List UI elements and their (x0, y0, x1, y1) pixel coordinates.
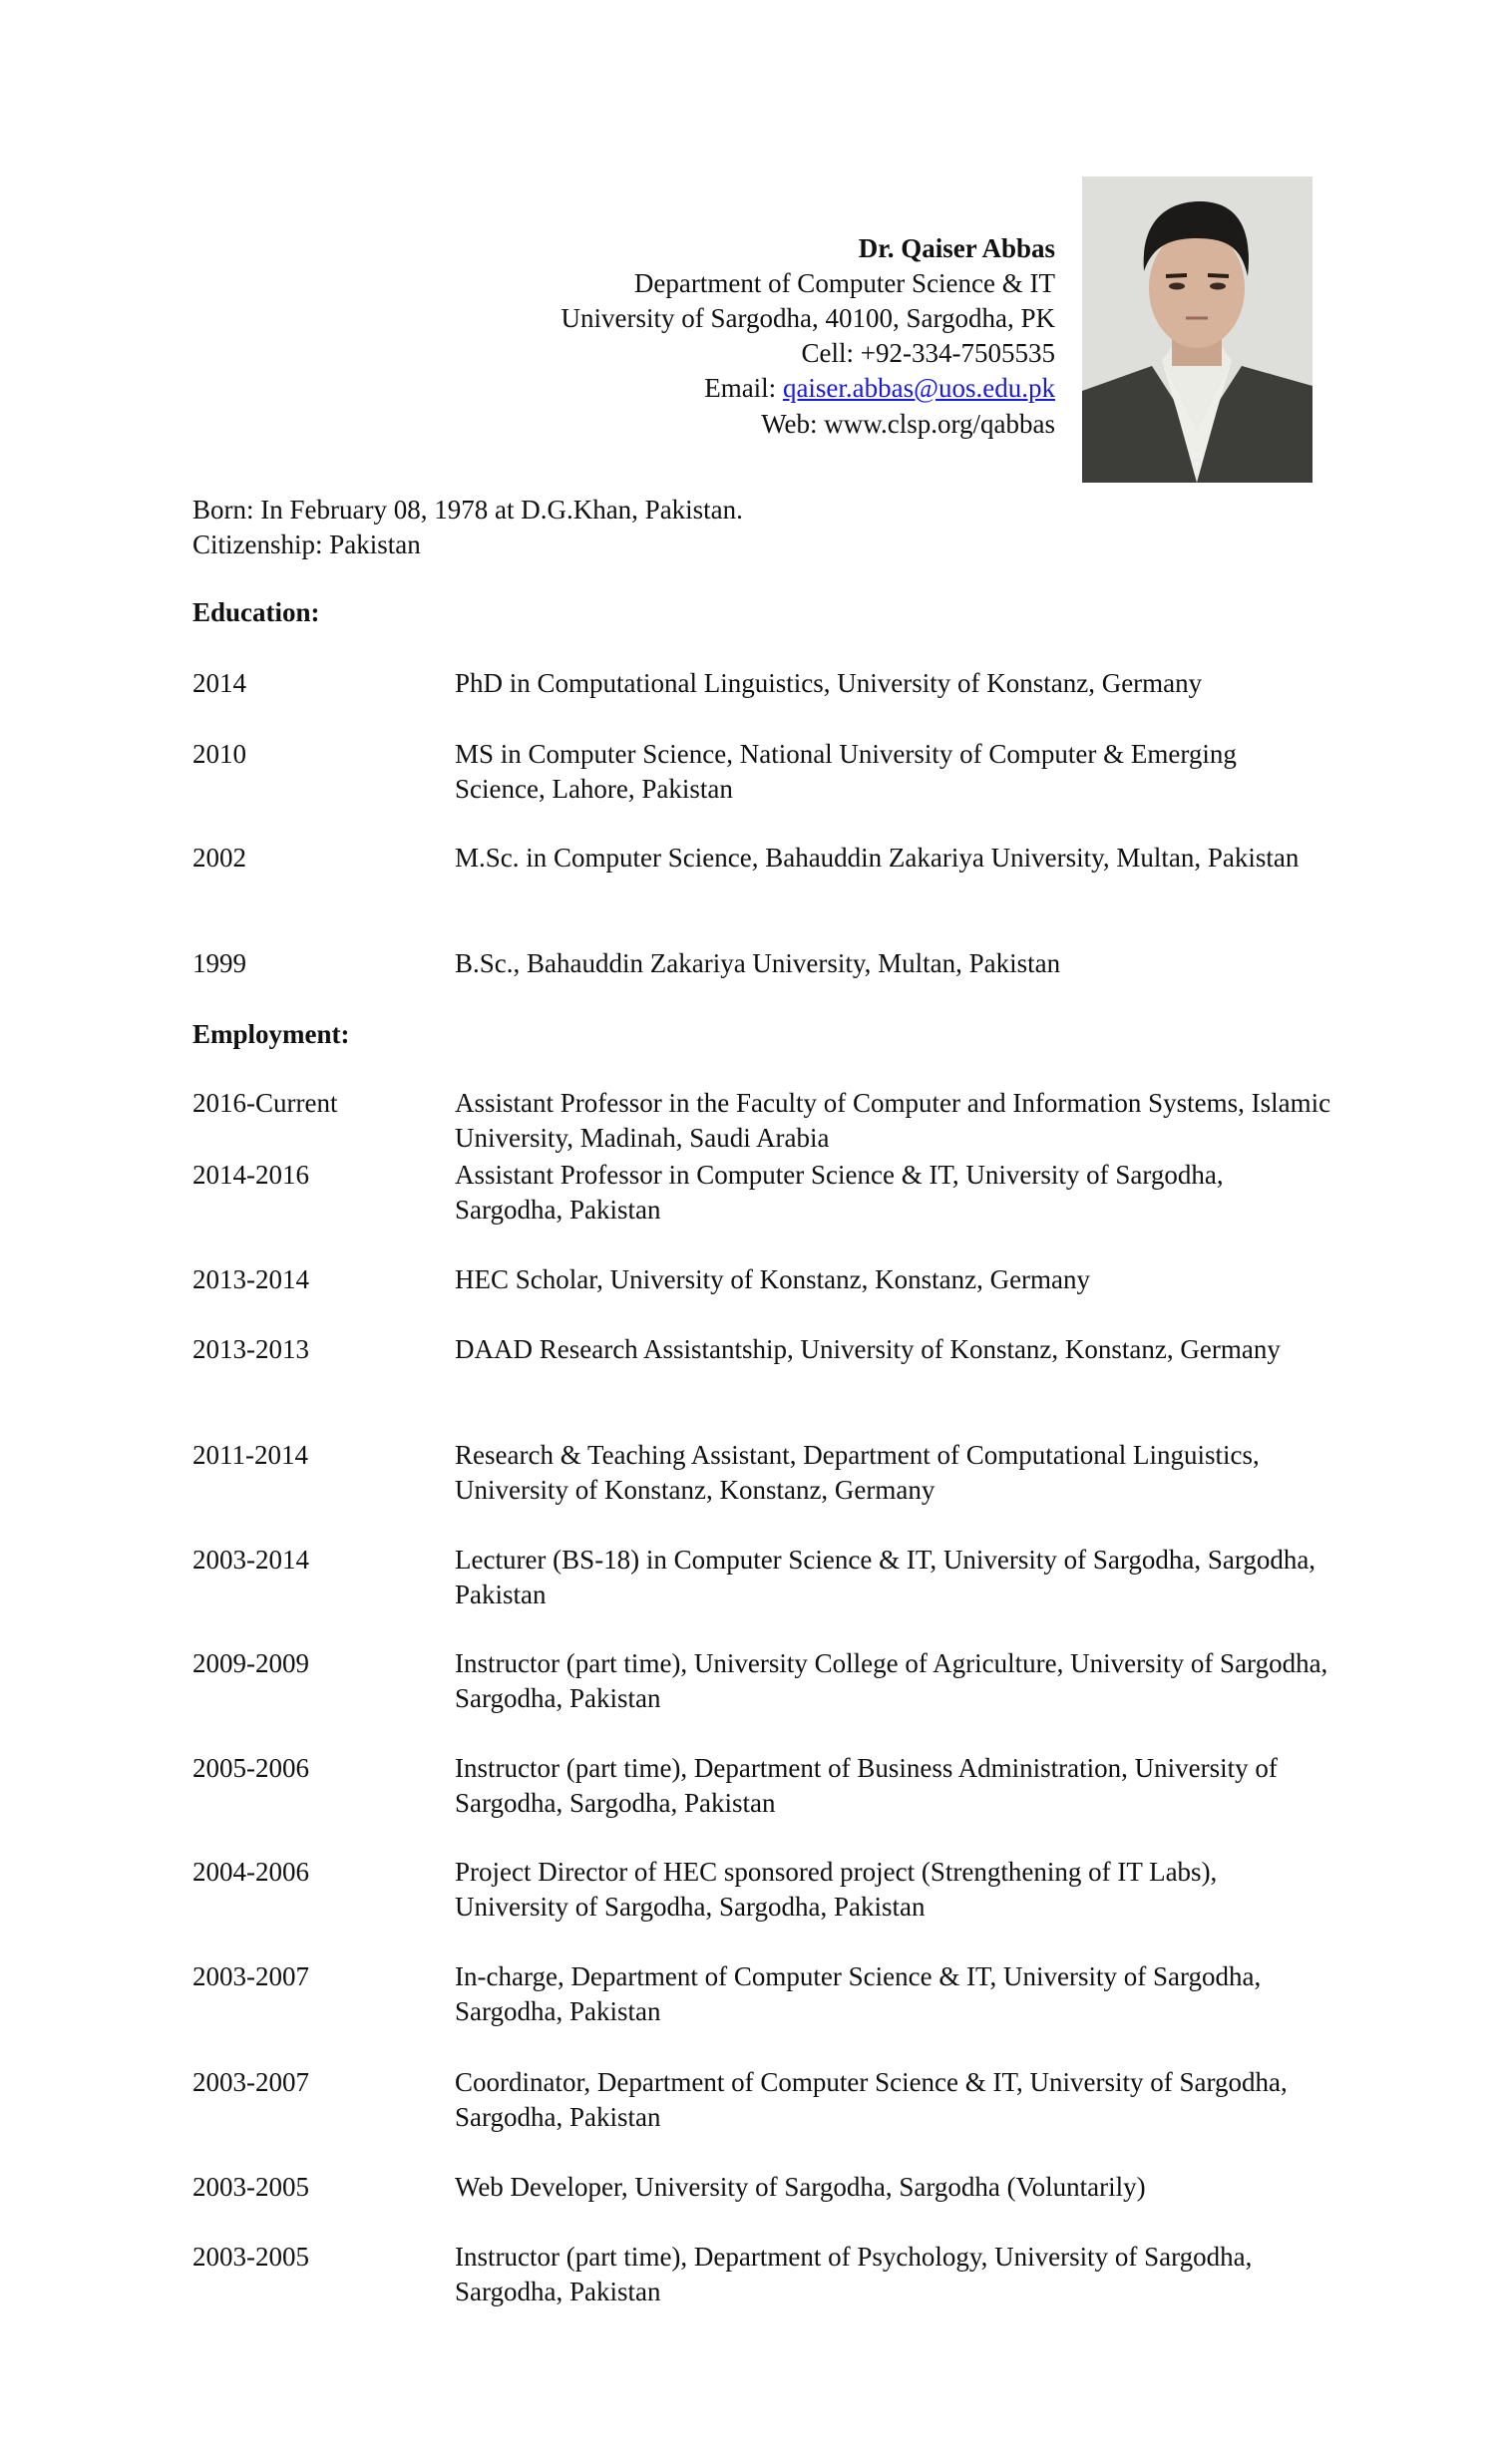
cv-name: Dr. Qaiser Abbas (858, 233, 1055, 263)
email-line (704, 371, 1055, 406)
cell-phone: Cell: +92-334-7505535 (801, 338, 1055, 368)
employment-years: 2016-Current (192, 1088, 338, 1118)
employment-position: Assistant Professor in Computer Science & IT, University of Sargodha, Sargodha, Pakistan (455, 1160, 1224, 1225)
employment-years: 2014-2016 (192, 1160, 309, 1190)
employment-position: Project Director of HEC sponsored project (Strengthening of IT Labs), University of Sargodha, Sargodha, Pakistan (455, 1857, 1218, 1922)
employment-years: 2003-2007 (192, 2067, 309, 2097)
born-info: Born: In February 08, 1978 at D.G.Khan, Pakistan. (192, 495, 743, 525)
education-year: 1999 (192, 948, 246, 978)
employment-position: Instructor (part time), Department of Business Administration, University of Sargodha, Sargodha, Pakistan (455, 1753, 1278, 1818)
employment-position: HEC Scholar, University of Konstanz, Konstanz, Germany (455, 1264, 1091, 1294)
employment-years: 2003-2007 (192, 1961, 309, 1991)
education-degree: MS in Computer Science, National University of Computer & Emerging Science, Lahore, Pakistan (455, 739, 1237, 804)
employment-position: Web Developer, University of Sargodha, Sargodha (Voluntarily) (455, 2172, 1146, 2202)
employment-position: In-charge, Department of Computer Science & IT, University of Sargodha, Sargodha, Pakistan (455, 1961, 1262, 2026)
employment-years: 2011-2014 (192, 1440, 308, 1470)
employment-years: 2003-2014 (192, 1545, 309, 1575)
employment-years: 2013-2013 (192, 1334, 309, 1364)
employment-years: 2004-2006 (192, 1857, 309, 1887)
portrait-photo (1082, 176, 1312, 483)
education-year: 2010 (192, 739, 246, 769)
employment-years: 2013-2014 (192, 1264, 309, 1294)
employment-position: Instructor (part time), University College of Agriculture, University of Sargodha, Sargodha, Pakistan (455, 1648, 1328, 1713)
employment-position: DAAD Research Assistantship, University of Konstanz, Konstanz, Germany (455, 1334, 1281, 1364)
employment-years: 2003-2005 (192, 2172, 309, 2202)
education-degree: PhD in Computational Linguistics, University of Konstanz, Germany (455, 668, 1203, 698)
address: University of Sargodha, 40100, Sargodha, PK (561, 303, 1055, 333)
website: Web: www.clsp.org/qabbas (761, 409, 1055, 439)
employment-position: Assistant Professor in the Faculty of Computer and Information Systems, Islamic University, Madinah, Saudi Arabia (455, 1088, 1331, 1153)
employment-position: Instructor (part time), Department of Psychology, University of Sargodha, Sargodha, Pakistan (455, 2242, 1253, 2306)
employment-position: Research & Teaching Assistant, Department of Computational Linguistics, University of Konstanz, Konstanz, Germany (455, 1440, 1260, 1505)
email-label: Email: (704, 373, 783, 403)
education-heading: Education: (192, 597, 320, 627)
employment-position: Coordinator, Department of Computer Science & IT, University of Sargodha, Sargodha, Pakistan (455, 2067, 1288, 2132)
employment-years: 2009-2009 (192, 1648, 309, 1678)
portrait-image-icon (1082, 176, 1312, 483)
department: Department of Computer Science & IT (633, 268, 1055, 298)
education-degree: B.Sc., Bahauddin Zakariya University, Multan, Pakistan (455, 948, 1061, 978)
employment-heading: Employment: (192, 1019, 350, 1049)
education-year: 2014 (192, 668, 246, 698)
email-link[interactable]: qaiser.abbas@uos.edu.pk (782, 373, 1055, 403)
education-year: 2002 (192, 843, 246, 873)
citizenship-info: Citizenship: Pakistan (192, 529, 421, 559)
employment-years: 2003-2005 (192, 2242, 309, 2272)
employment-position: Lecturer (BS-18) in Computer Science & IT, University of Sargodha, Sargodha, Pakistan (455, 1545, 1316, 1609)
employment-years: 2005-2006 (192, 1753, 309, 1783)
education-degree: M.Sc. in Computer Science, Bahauddin Zakariya University, Multan, Pakistan (455, 843, 1300, 873)
